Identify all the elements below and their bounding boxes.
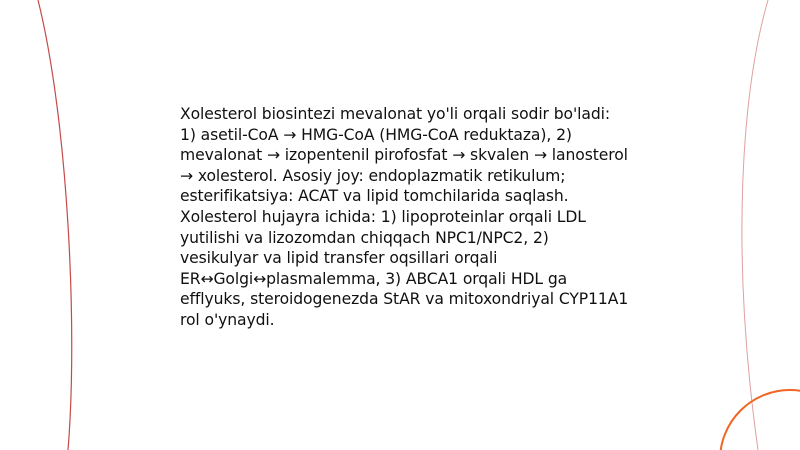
body-text: Xolesterol biosintezi mevalonat yo'li orqali sodir bo'ladi: 1) asetil-CoA → HMG-CoA (HMG-CoA reduktaza), 2) mevalonat → izopentenil pirofosfat → skvalen → lanosterol → xolesterol. Asosiy joy: endoplazmatik retikulum; esterifikatsiya: ACAT va lipid tomchilarida saqlash. Xolesterol hujayra ichida: 1) lipoproteinlar orqali LDL yutilishi va lizozomdan chiqqach NPC1/NPC2, 2) vesikulyar va lipid transfer oqsillari orqali ER↔Golgi↔plasmalemma, 3) ABCA1 orqali HDL ga efflyuks, steroidogenezda StAR va mitoxondriyal CYP11A1 rol o'ynaydi.: [180, 105, 629, 329]
left-arc-decoration: [38, 0, 72, 450]
accent-circle-decoration: [720, 390, 800, 450]
right-arc-decoration: [742, 0, 768, 450]
